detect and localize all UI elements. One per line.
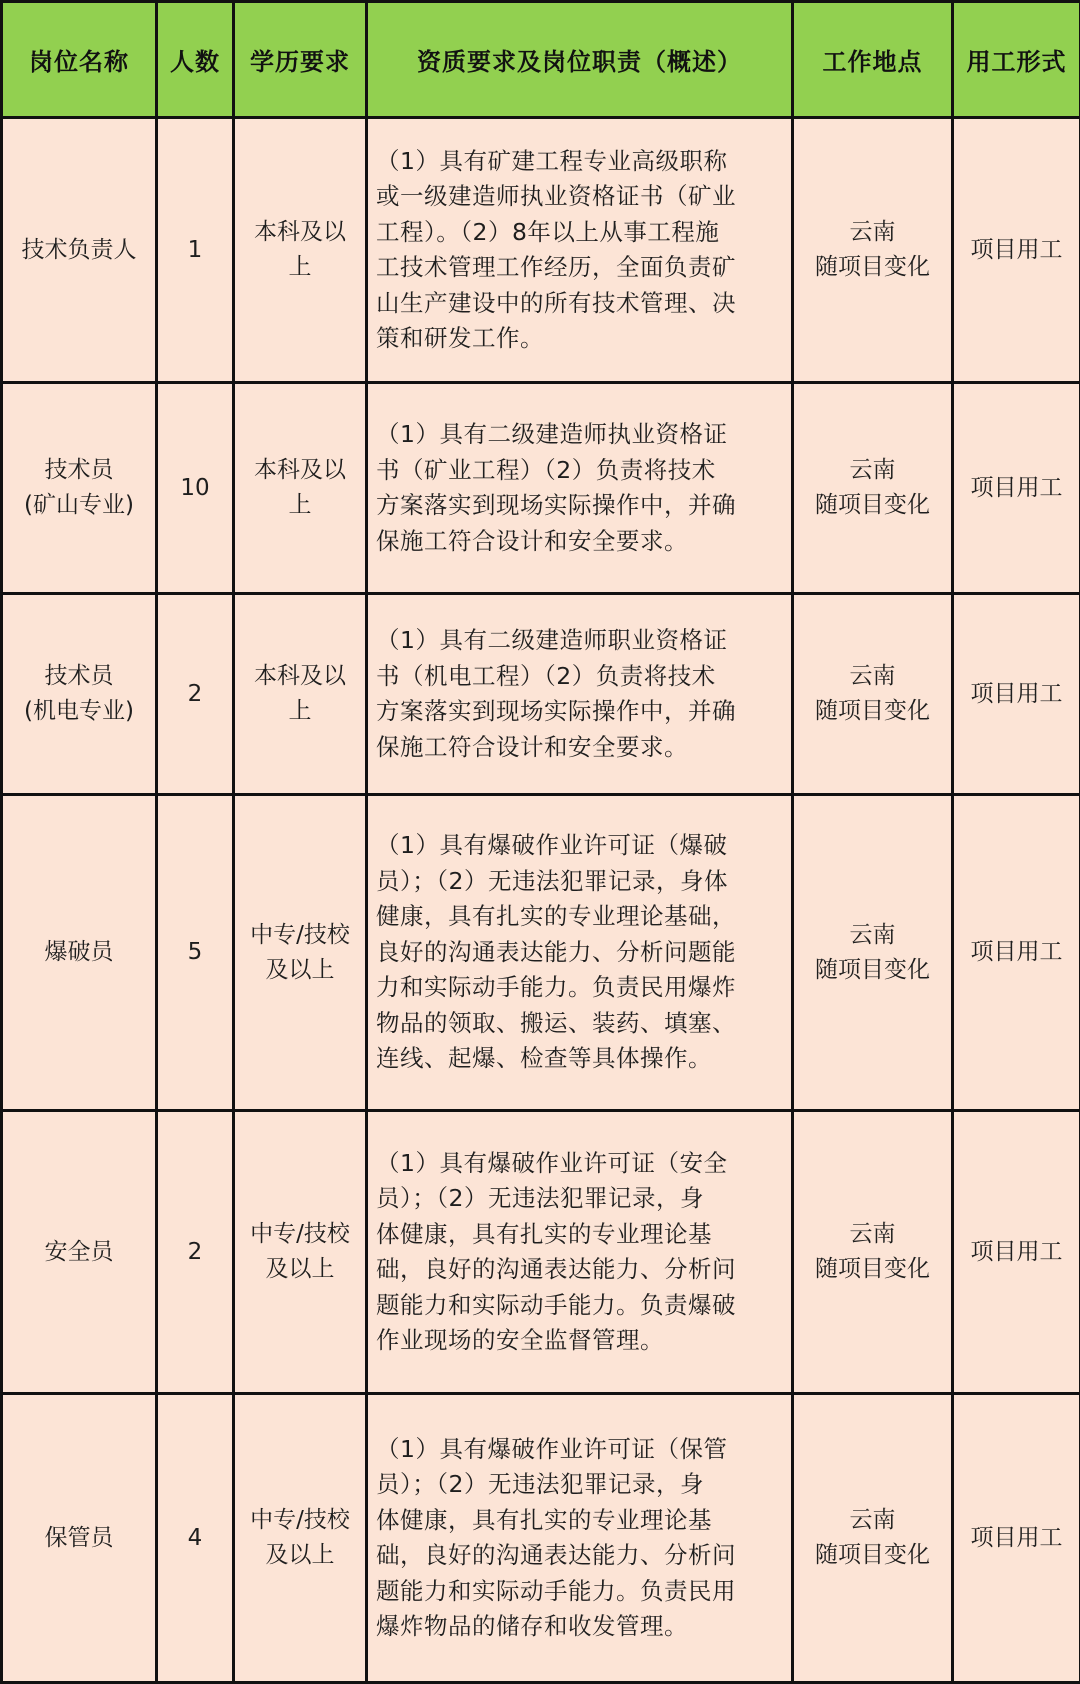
location-line: 云南 [849,921,896,948]
table-row [2,795,1080,1111]
position-specialty: (矿山专业) [24,492,134,518]
employment-type-cell: 项目用工 [953,383,1080,594]
position-name-cell [2,383,157,594]
location-cell [793,118,953,383]
education-line: 上 [288,254,312,280]
requirements-cell [367,383,793,594]
location-line: 云南 [849,1507,896,1533]
requirements-line: 题能力和实际动手能力。负责爆破 [376,1290,736,1319]
education-line: 本科及以 [254,219,346,245]
position-name-cell [2,795,157,1111]
location-line: 随项目变化 [815,254,930,280]
requirements-line: （1）具有矿建工程专业高级职称 [376,146,728,175]
position-name-cell [2,1394,157,1683]
requirements-line: 工技术管理工作经历，全面负责矿 [376,253,736,281]
requirements-line: 员）；（2）无违法犯罪记录，身体 [376,866,728,895]
requirements-line: 爆炸物品的储存和收发管理。 [376,1612,688,1640]
location-line: 随项目变化 [815,698,930,724]
location-line: 云南 [849,663,896,689]
requirements-line: 山生产建设中的所有技术管理、决 [376,288,736,317]
requirements-line: 连线、起爆、检查等具体操作。 [376,1044,712,1073]
requirements-line: （1）具有爆破作业许可证（安全 [376,1148,728,1177]
requirements-line: （1）具有二级建造师执业资格证 [376,420,728,448]
requirements-cell [367,795,793,1111]
education-line: 及以上 [265,1542,335,1568]
requirements-line: 书（矿业工程）（2）负责将技术 [376,455,716,484]
count-cell: 4 [157,1394,234,1683]
requirements-line: 策和研发工作。 [376,324,544,352]
position-name-cell [2,1111,157,1394]
position-specialty: (机电专业) [24,698,134,724]
requirements-line: 力和实际动手能力。负责民用爆炸 [376,973,736,1002]
education-line: 本科及以 [254,457,346,483]
count-cell: 10 [157,383,234,594]
requirements-line: 体健康，具有扎实的专业理论基 [376,1505,712,1534]
position-name: 技术员 [44,663,114,689]
education-line: 本科及以 [254,663,346,689]
header-education: 学历要求 [234,2,367,118]
requirements-line: 或一级建造师执业资格证书（矿业 [376,182,736,210]
position-name: 爆破员 [44,939,114,965]
position-name-cell [2,118,157,383]
education-line: 中专/技校 [250,921,350,948]
employment-type-cell: 项目用工 [953,795,1080,1111]
location-line: 随项目变化 [815,956,930,983]
education-cell [234,1394,367,1683]
requirements-line: 作业现场的安全监督管理。 [376,1326,664,1354]
header-count: 人数 [157,2,234,118]
location-line: 云南 [849,219,896,245]
education-cell [234,1111,367,1394]
requirements-cell [367,594,793,795]
location-line: 云南 [849,457,896,483]
employment-type-cell: 项目用工 [953,594,1080,795]
header-employment-type: 用工形式 [953,2,1080,118]
requirements-line: 物品的领取、搬运、装药、填塞、 [376,1008,736,1037]
count-cell: 5 [157,795,234,1111]
header-position-name: 岗位名称 [2,2,157,118]
position-name-cell [2,594,157,795]
education-line: 及以上 [265,956,335,983]
location-line: 随项目变化 [815,1542,930,1568]
education-line: 中专/技校 [250,1507,350,1533]
requirements-line: 保施工符合设计和安全要求。 [376,526,688,555]
table-row [2,594,1080,795]
location-cell [793,383,953,594]
education-line: 中专/技校 [250,1221,350,1247]
requirements-line: 工程）。（2）8年以上从事工程施 [376,217,720,246]
requirements-line: 保施工符合设计和安全要求。 [376,732,688,761]
requirements-line: （1）具有爆破作业许可证（保管 [376,1434,728,1463]
location-cell [793,594,953,795]
requirements-line: （1）具有二级建造师职业资格证 [376,626,728,654]
education-line: 上 [288,698,312,724]
requirements-line: 方案落实到现场实际操作中，并确 [376,697,736,725]
header-location: 工作地点 [793,2,953,118]
employment-type-cell: 项目用工 [953,1394,1080,1683]
requirements-line: 书（机电工程）（2）负责将技术 [376,661,716,690]
education-cell [234,383,367,594]
education-cell [234,594,367,795]
position-name: 技术员 [44,457,114,483]
table-row [2,383,1080,594]
requirements-line: 员）；（2）无违法犯罪记录，身 [376,1184,704,1212]
education-cell [234,118,367,383]
requirements-cell [367,118,793,383]
requirements-cell [367,1111,793,1394]
requirements-line: 础，良好的沟通表达能力、分析问 [376,1255,736,1283]
table-row [2,1111,1080,1394]
count-cell: 1 [157,118,234,383]
location-cell [793,795,953,1111]
position-name: 技术负责人 [21,236,137,263]
location-line: 随项目变化 [815,1256,930,1282]
count-cell: 2 [157,1111,234,1394]
requirements-line: 方案落实到现场实际操作中，并确 [376,491,736,519]
requirements-line: 题能力和实际动手能力。负责民用 [376,1576,736,1605]
employment-type-cell: 项目用工 [953,118,1080,383]
education-line: 及以上 [265,1256,335,1282]
position-name: 保管员 [44,1524,114,1551]
table-row [2,1394,1080,1683]
header-row [2,2,1080,118]
requirements-cell [367,1394,793,1683]
requirements-line: 体健康，具有扎实的专业理论基 [376,1219,712,1248]
employment-type-cell: 项目用工 [953,1111,1080,1394]
count-cell: 2 [157,594,234,795]
requirements-line: 员）；（2）无违法犯罪记录，身 [376,1470,704,1498]
position-name: 安全员 [44,1238,114,1265]
education-cell [234,795,367,1111]
location-line: 随项目变化 [815,492,930,518]
header-requirements: 资质要求及岗位职责（概述） [367,2,793,118]
requirements-line: 良好的沟通表达能力、分析问题能 [376,937,736,966]
education-line: 上 [288,492,312,518]
requirements-line: （1）具有爆破作业许可证（爆破 [376,831,728,860]
location-cell [793,1111,953,1394]
location-cell [793,1394,953,1683]
requirements-line: 健康，具有扎实的专业理论基础， [376,902,736,931]
table-row [2,118,1080,383]
location-line: 云南 [849,1221,896,1247]
requirements-line: 础，良好的沟通表达能力、分析问 [376,1541,736,1569]
